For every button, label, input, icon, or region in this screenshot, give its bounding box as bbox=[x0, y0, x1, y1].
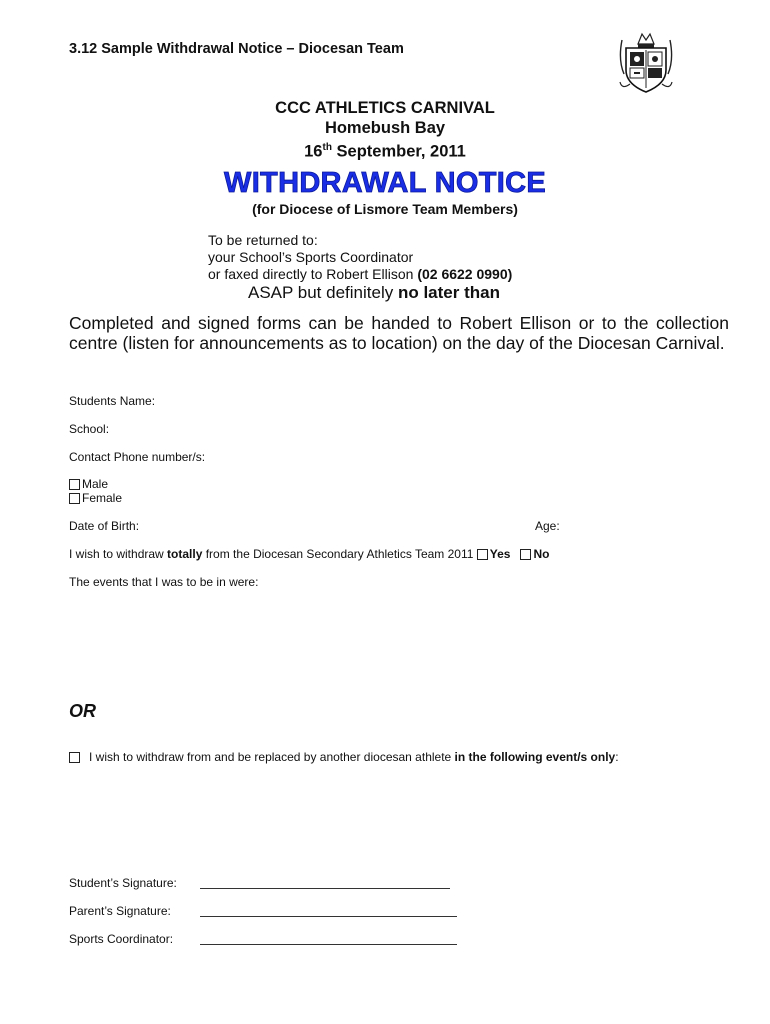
gender-option-female[interactable] bbox=[69, 491, 122, 505]
male-checkbox[interactable] bbox=[69, 479, 80, 490]
no-checkbox[interactable] bbox=[520, 549, 531, 560]
return-instructions bbox=[208, 232, 512, 283]
instructions-paragraph: Completed and signed forms can be handed to Robert Ellison or to the collection centre (listen for announcements as to location) on the day of the Diocesan Carnival. bbox=[69, 313, 729, 353]
return-option-coordinator: your School’s Sports Coordinator bbox=[208, 249, 414, 265]
notice-subtitle: (for Diocese of Lismore Team Members) bbox=[252, 201, 518, 217]
students-name-label: Students Name: bbox=[69, 394, 156, 408]
replace-athlete-line bbox=[69, 750, 619, 764]
school-label: School: bbox=[69, 422, 110, 436]
or-label: OR bbox=[69, 701, 96, 721]
date-rest: September, 2011 bbox=[331, 142, 466, 161]
coordinator-signature-line[interactable] bbox=[200, 944, 457, 945]
replace-prefix: I wish to withdraw from and be replaced by another diocesan athlete bbox=[89, 750, 455, 764]
return-option-fax bbox=[208, 266, 512, 283]
male-label: Male bbox=[82, 477, 109, 491]
coordinator-signature-label: Sports Coordinator: bbox=[69, 932, 174, 946]
deadline-prefix: ASAP but definitely bbox=[248, 283, 398, 302]
deadline-emphasis: no later than bbox=[397, 283, 500, 302]
section-heading: 3.12 Sample Withdrawal Notice – Diocesan Team bbox=[69, 41, 404, 57]
parent-signature-label: Parent’s Signature: bbox=[69, 904, 171, 918]
date-suffix: th bbox=[322, 142, 332, 153]
carnival-date bbox=[0, 138, 770, 162]
gender-option-male[interactable] bbox=[69, 477, 108, 491]
diocese-crest-icon bbox=[616, 30, 676, 94]
events-label: The events that I was to be in were: bbox=[69, 575, 259, 589]
deadline-line bbox=[248, 283, 500, 303]
fax-number: (02 6622 0990) bbox=[417, 266, 513, 282]
withdraw-total-suffix: from the Diocesan Secondary Athletics Team 2011 bbox=[202, 547, 477, 561]
dob-label: Date of Birth: bbox=[69, 519, 140, 533]
return-to-label: To be returned to: bbox=[208, 232, 318, 248]
age-label: Age: bbox=[535, 519, 560, 533]
withdraw-total-prefix: I wish to withdraw bbox=[69, 547, 168, 561]
carnival-venue: Homebush Bay bbox=[324, 119, 446, 137]
carnival-name: CCC ATHLETICS CARNIVAL bbox=[275, 99, 495, 117]
yes-label: Yes bbox=[489, 547, 511, 561]
date-day: 16 bbox=[304, 142, 323, 161]
contact-phone-label: Contact Phone number/s: bbox=[69, 450, 206, 464]
replace-checkbox[interactable] bbox=[69, 752, 80, 763]
withdraw-totally-line bbox=[69, 547, 549, 561]
no-label: No bbox=[533, 547, 550, 561]
yes-checkbox[interactable] bbox=[477, 549, 488, 560]
withdrawal-title: WITHDRAWAL NOTICE bbox=[224, 167, 546, 199]
replace-suffix: : bbox=[615, 750, 619, 764]
female-checkbox[interactable] bbox=[69, 493, 80, 504]
carnival-info bbox=[0, 98, 770, 162]
withdraw-total-emphasis: totally bbox=[167, 547, 203, 561]
replace-emphasis: in the following event/s only bbox=[454, 750, 616, 764]
student-signature-line[interactable] bbox=[200, 888, 450, 889]
fax-prefix: or faxed directly to Robert Ellison bbox=[208, 266, 418, 282]
parent-signature-line[interactable] bbox=[200, 916, 457, 917]
student-signature-label: Student’s Signature: bbox=[69, 876, 177, 890]
female-label: Female bbox=[82, 491, 123, 505]
